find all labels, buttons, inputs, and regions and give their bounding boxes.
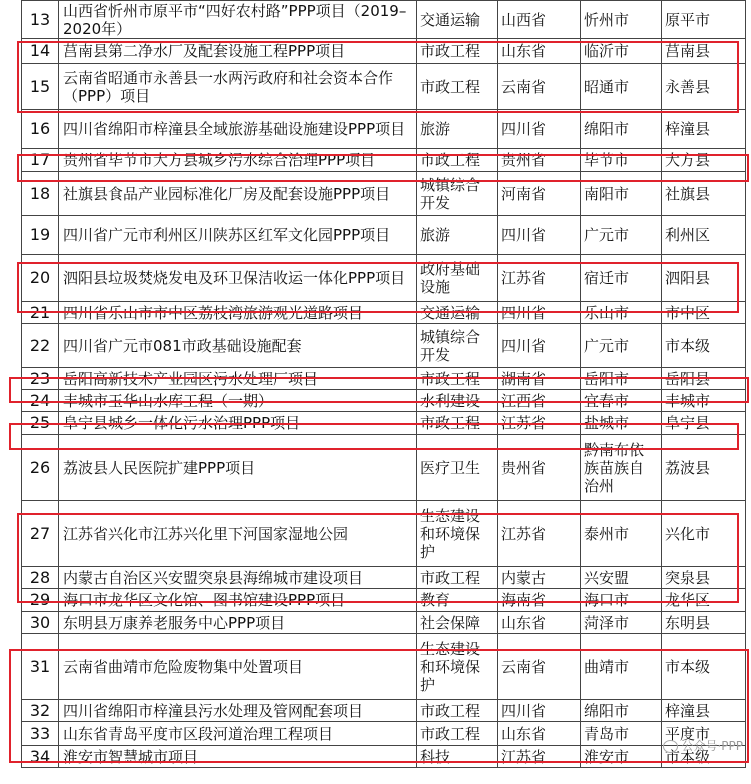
row-number-cell: 27 <box>22 501 59 567</box>
row-number-cell: 26 <box>22 435 59 501</box>
watermark <box>663 737 743 754</box>
province-cell: 山东省 <box>498 39 581 64</box>
province-cell: 贵州省 <box>498 149 581 172</box>
county-cell: 原平市 <box>662 1 746 39</box>
project-name-cell: 四川省广元市利州区川陕苏区红军文化园PPP项目 <box>59 216 417 255</box>
province-cell: 海南省 <box>498 589 581 612</box>
city-cell: 乐山市 <box>581 302 662 324</box>
county-cell: 社旗县 <box>662 172 746 216</box>
county-cell: 丰城市 <box>662 390 746 412</box>
county-cell: 市本级 <box>662 746 746 768</box>
watermark-text: 公众号·PPP <box>681 739 743 753</box>
county-cell: 莒南县 <box>662 39 746 64</box>
city-cell: 泰州市 <box>581 501 662 567</box>
table-row <box>22 1 746 39</box>
industry-cell: 水利建设 <box>417 390 498 412</box>
row-number-cell: 28 <box>22 567 59 589</box>
project-name-cell: 荔波县人民医院扩建PPP项目 <box>59 435 417 501</box>
province-cell: 山西省 <box>498 1 581 39</box>
industry-cell: 生态建设和环境保护 <box>417 634 498 700</box>
industry-cell: 科技 <box>417 746 498 768</box>
county-cell: 平度市 <box>662 722 746 746</box>
project-name-cell: 山东省青岛平度市区段河道治理工程项目 <box>59 722 417 746</box>
table-row <box>22 149 746 172</box>
county-cell: 突泉县 <box>662 567 746 589</box>
industry-cell: 市政工程 <box>417 368 498 390</box>
industry-cell: 市政工程 <box>417 700 498 722</box>
county-cell: 龙华区 <box>662 589 746 612</box>
table-row <box>22 746 746 768</box>
city-cell: 绵阳市 <box>581 110 662 149</box>
county-cell: 岳阳县 <box>662 368 746 390</box>
row-number-cell: 15 <box>22 64 59 110</box>
project-name-cell: 海口市龙华区文化馆、图书馆建设PPP项目 <box>59 589 417 612</box>
table-row <box>22 255 746 302</box>
row-number-cell: 17 <box>22 149 59 172</box>
project-name-cell: 四川省广元市081市政基础设施配套 <box>59 324 417 368</box>
table-row <box>22 390 746 412</box>
row-number-cell: 30 <box>22 612 59 634</box>
province-cell: 云南省 <box>498 634 581 700</box>
county-cell: 市本级 <box>662 634 746 700</box>
province-cell: 云南省 <box>498 64 581 110</box>
table-row <box>22 589 746 612</box>
industry-cell: 市政工程 <box>417 567 498 589</box>
industry-cell: 生态建设和环境保护 <box>417 501 498 567</box>
table-row <box>22 324 746 368</box>
province-cell: 江苏省 <box>498 255 581 302</box>
table-row <box>22 612 746 634</box>
industry-cell: 交通运输 <box>417 1 498 39</box>
row-number-cell: 24 <box>22 390 59 412</box>
industry-cell: 市政工程 <box>417 64 498 110</box>
project-name-cell: 江苏省兴化市江苏兴化里下河国家湿地公园 <box>59 501 417 567</box>
industry-cell: 城镇综合开发 <box>417 324 498 368</box>
city-cell: 临沂市 <box>581 39 662 64</box>
row-number-cell: 34 <box>22 746 59 768</box>
row-number-cell: 29 <box>22 589 59 612</box>
county-cell: 市中区 <box>662 302 746 324</box>
city-cell: 菏泽市 <box>581 612 662 634</box>
county-cell: 利州区 <box>662 216 746 255</box>
province-cell: 江苏省 <box>498 412 581 435</box>
project-name-cell: 云南省曲靖市危险废物集中处置项目 <box>59 634 417 700</box>
project-name-cell: 四川省绵阳市梓潼县全域旅游基础设施建设PPP项目 <box>59 110 417 149</box>
row-number-cell: 19 <box>22 216 59 255</box>
project-table <box>21 0 746 768</box>
table-row <box>22 501 746 567</box>
county-cell: 兴化市 <box>662 501 746 567</box>
province-cell: 内蒙古 <box>498 567 581 589</box>
project-name-cell: 四川省乐山市市中区荔枝湾旅游观光道路项目 <box>59 302 417 324</box>
industry-cell: 交通运输 <box>417 302 498 324</box>
county-cell: 梓潼县 <box>662 700 746 722</box>
city-cell: 忻州市 <box>581 1 662 39</box>
table-row <box>22 700 746 722</box>
project-name-cell: 内蒙古自治区兴安盟突泉县海绵城市建设项目 <box>59 567 417 589</box>
row-number-cell: 14 <box>22 39 59 64</box>
project-name-cell: 淮安市智慧城市项目 <box>59 746 417 768</box>
industry-cell: 旅游 <box>417 110 498 149</box>
wechat-icon <box>663 740 678 753</box>
project-name-cell: 山西省忻州市原平市“四好农村路”PPP项目（2019–2020年） <box>59 1 417 39</box>
province-cell: 四川省 <box>498 302 581 324</box>
province-cell: 四川省 <box>498 700 581 722</box>
province-cell: 山东省 <box>498 612 581 634</box>
industry-cell: 市政工程 <box>417 412 498 435</box>
county-cell: 阜宁县 <box>662 412 746 435</box>
industry-cell: 政府基础设施 <box>417 255 498 302</box>
table-row <box>22 216 746 255</box>
table-row <box>22 722 746 746</box>
city-cell: 绵阳市 <box>581 700 662 722</box>
table-row <box>22 302 746 324</box>
row-number-cell: 22 <box>22 324 59 368</box>
industry-cell: 教育 <box>417 589 498 612</box>
project-name-cell: 阜宁县城乡一体化污水治理PPP项目 <box>59 412 417 435</box>
city-cell: 宜春市 <box>581 390 662 412</box>
project-name-cell: 泗阳县垃圾焚烧发电及环卫保洁收运一体化PPP项目 <box>59 255 417 302</box>
table-row <box>22 39 746 64</box>
city-cell: 淮安市 <box>581 746 662 768</box>
province-cell: 江苏省 <box>498 501 581 567</box>
city-cell: 昭通市 <box>581 64 662 110</box>
row-number-cell: 32 <box>22 700 59 722</box>
industry-cell: 市政工程 <box>417 722 498 746</box>
row-number-cell: 16 <box>22 110 59 149</box>
table-row <box>22 172 746 216</box>
table-row <box>22 64 746 110</box>
county-cell: 市本级 <box>662 324 746 368</box>
row-number-cell: 18 <box>22 172 59 216</box>
project-name-cell: 四川省绵阳市梓潼县污水处理及管网配套项目 <box>59 700 417 722</box>
city-cell: 毕节市 <box>581 149 662 172</box>
project-name-cell: 丰城市玉华山水库工程（一期） <box>59 390 417 412</box>
province-cell: 四川省 <box>498 216 581 255</box>
city-cell: 南阳市 <box>581 172 662 216</box>
project-name-cell: 贵州省毕节市大方县城乡污水综合治理PPP项目 <box>59 149 417 172</box>
project-name-cell: 云南省昭通市永善县一水两污政府和社会资本合作（PPP）项目 <box>59 64 417 110</box>
row-number-cell: 20 <box>22 255 59 302</box>
industry-cell: 旅游 <box>417 216 498 255</box>
project-name-cell: 东明县万康养老服务中心PPP项目 <box>59 612 417 634</box>
row-number-cell: 21 <box>22 302 59 324</box>
city-cell: 青岛市 <box>581 722 662 746</box>
row-number-cell: 25 <box>22 412 59 435</box>
row-number-cell: 33 <box>22 722 59 746</box>
city-cell: 曲靖市 <box>581 634 662 700</box>
city-cell: 盐城市 <box>581 412 662 435</box>
project-table-body <box>22 1 746 768</box>
province-cell: 江西省 <box>498 390 581 412</box>
industry-cell: 城镇综合开发 <box>417 172 498 216</box>
city-cell: 广元市 <box>581 216 662 255</box>
row-number-cell: 23 <box>22 368 59 390</box>
city-cell: 黔南布依族苗族自治州 <box>581 435 662 501</box>
row-number-cell: 31 <box>22 634 59 700</box>
table-row <box>22 634 746 700</box>
table-row <box>22 567 746 589</box>
county-cell: 大方县 <box>662 149 746 172</box>
province-cell: 江苏省 <box>498 746 581 768</box>
city-cell: 岳阳市 <box>581 368 662 390</box>
row-number-cell: 13 <box>22 1 59 39</box>
province-cell: 贵州省 <box>498 435 581 501</box>
industry-cell: 市政工程 <box>417 149 498 172</box>
city-cell: 兴安盟 <box>581 567 662 589</box>
industry-cell: 社会保障 <box>417 612 498 634</box>
county-cell: 泗阳县 <box>662 255 746 302</box>
table-row <box>22 435 746 501</box>
county-cell: 荔波县 <box>662 435 746 501</box>
table-row <box>22 110 746 149</box>
province-cell: 山东省 <box>498 722 581 746</box>
table-row <box>22 412 746 435</box>
project-name-cell: 社旗县食品产业园标准化厂房及配套设施PPP项目 <box>59 172 417 216</box>
county-cell: 东明县 <box>662 612 746 634</box>
province-cell: 四川省 <box>498 110 581 149</box>
province-cell: 湖南省 <box>498 368 581 390</box>
county-cell: 梓潼县 <box>662 110 746 149</box>
project-name-cell: 岳阳高新技术产业园区污水处理厂项目 <box>59 368 417 390</box>
city-cell: 宿迁市 <box>581 255 662 302</box>
city-cell: 广元市 <box>581 324 662 368</box>
city-cell: 海口市 <box>581 589 662 612</box>
project-name-cell: 莒南县第二净水厂及配套设施工程PPP项目 <box>59 39 417 64</box>
table-row <box>22 368 746 390</box>
county-cell: 永善县 <box>662 64 746 110</box>
province-cell: 河南省 <box>498 172 581 216</box>
industry-cell: 市政工程 <box>417 39 498 64</box>
industry-cell: 医疗卫生 <box>417 435 498 501</box>
province-cell: 四川省 <box>498 324 581 368</box>
